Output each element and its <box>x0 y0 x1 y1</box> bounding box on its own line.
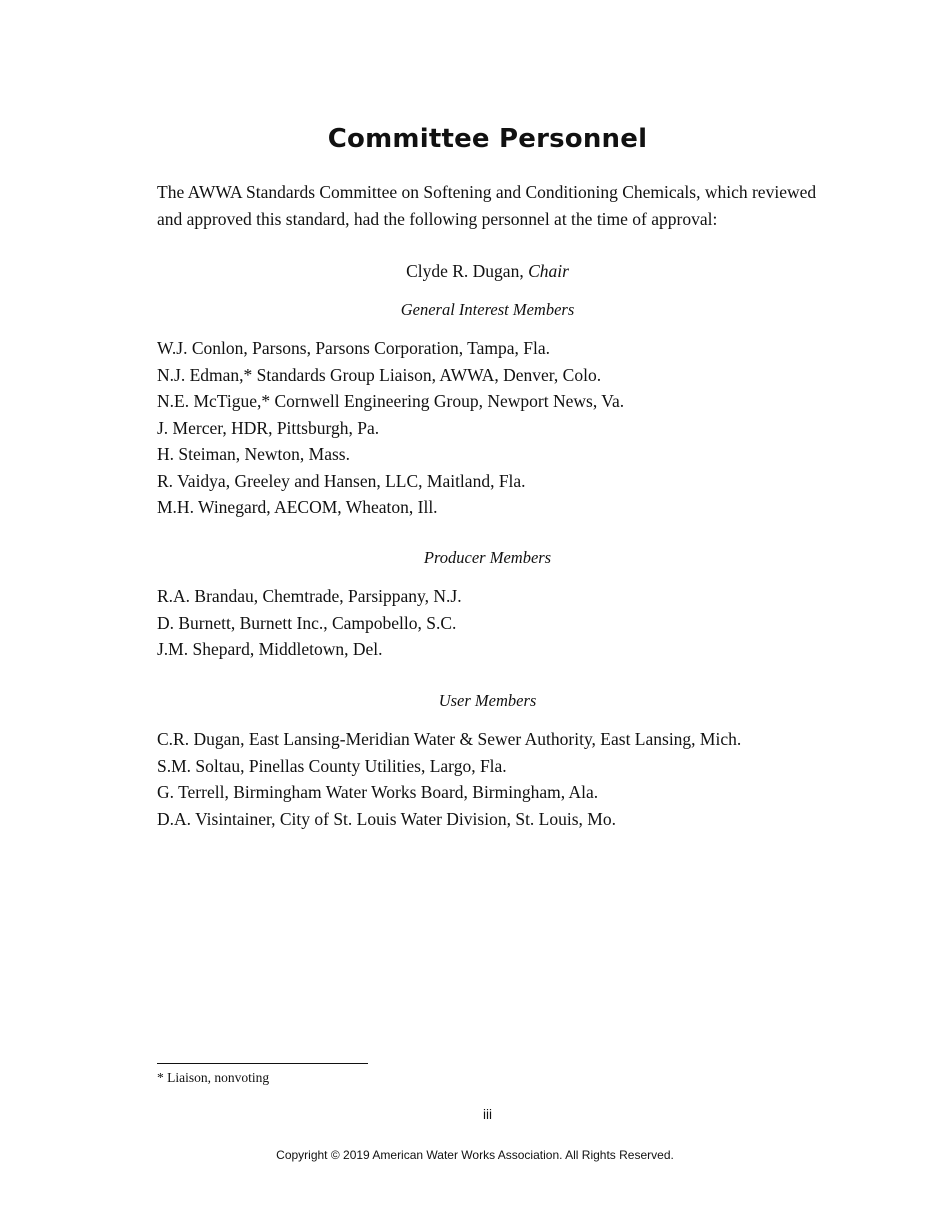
member-entry: H. Steiman, Newton, Mass. <box>157 444 350 464</box>
page-number: iii <box>483 1107 492 1122</box>
copyright-notice: Copyright © 2019 American Water Works Association. All Rights Reserved. <box>276 1148 674 1162</box>
page-title: Committee Personnel <box>327 124 648 154</box>
member-entry: D.A. Visintainer, City of St. Louis Water Division, St. Louis, Mo. <box>157 808 616 829</box>
member-entry: J. Mercer, HDR, Pittsburgh, Pa. <box>157 417 380 438</box>
chair-role: Chair <box>528 261 569 281</box>
member-entry: G. Terrell, Birmingham Water Works Board, Birmingham, Ala. <box>157 782 599 802</box>
chair-name: Clyde R. Dugan, <box>406 261 529 281</box>
member-entry: D. Burnett, Burnett Inc., Campobello, S.C. <box>157 612 457 633</box>
member-entry: W.J. Conlon, Parsons, Parsons Corporation, Tampa, Fla. <box>157 338 551 358</box>
footnote: * Liaison, nonvoting <box>157 1070 270 1085</box>
footnote-divider <box>157 1063 368 1064</box>
member-entry: S.M. Soltau, Pinellas County Utilities, Largo, Fla. <box>157 755 507 776</box>
member-entry: C.R. Dugan, East Lansing-Meridian Water & Sewer Authority, East Lansing, Mich. <box>157 729 742 749</box>
member-list-producer <box>157 583 462 663</box>
section-heading-general-interest: General Interest Members <box>400 300 575 319</box>
member-entry: N.E. McTigue,* Cornwell Engineering Group, Newport News, Va. <box>157 391 625 411</box>
member-list-general-interest <box>157 335 624 521</box>
section-heading-producer: Producer Members <box>423 548 552 567</box>
section-heading-user: User Members <box>438 691 537 710</box>
member-entry: N.J. Edman,* Standards Group Liaison, AWWA, Denver, Colo. <box>157 364 602 385</box>
committee-chair <box>0 260 950 282</box>
member-entry: M.H. Winegard, AECOM, Wheaton, Ill. <box>157 497 438 517</box>
member-entry: R. Vaidya, Greeley and Hansen, LLC, Maitland, Fla. <box>157 470 526 491</box>
member-list-user <box>157 726 741 832</box>
member-entry: R.A. Brandau, Chemtrade, Parsippany, N.J. <box>157 586 462 606</box>
intro-paragraph: The AWWA Standards Committee on Softening and Conditioning Chemicals, which reviewed and approved this standard, had the following personnel at the time of approval: <box>157 182 817 229</box>
member-entry: J.M. Shepard, Middletown, Del. <box>157 639 383 659</box>
